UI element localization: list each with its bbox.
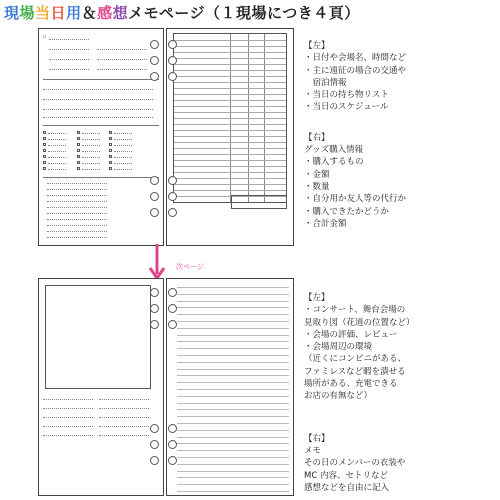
table-row-line bbox=[174, 106, 286, 107]
note-line: ・購入するもの bbox=[304, 157, 364, 168]
check-line bbox=[82, 145, 100, 146]
note-line: ・購入できたかどうか bbox=[304, 206, 390, 217]
form-line bbox=[43, 109, 153, 110]
review-line bbox=[99, 408, 149, 409]
note-line: ・金額 bbox=[304, 169, 330, 180]
check-line bbox=[82, 157, 100, 158]
note-line: ファミレスなど暇を潰せる bbox=[304, 366, 406, 377]
note-line: 【右】 bbox=[304, 433, 330, 444]
memo-line bbox=[177, 443, 289, 444]
check-line bbox=[114, 163, 132, 164]
check-line bbox=[48, 139, 66, 140]
note-line: ・コンサート、舞台会場の bbox=[304, 305, 406, 316]
memo-line bbox=[177, 471, 289, 472]
memo-line bbox=[177, 362, 289, 363]
note-line: ・合計金額 bbox=[304, 218, 347, 229]
memo-line bbox=[177, 355, 289, 356]
binder-hole bbox=[168, 72, 177, 81]
memo-line bbox=[177, 301, 289, 302]
binder-hole bbox=[150, 192, 159, 201]
binder-hole bbox=[150, 208, 159, 217]
check-box bbox=[77, 155, 80, 158]
form-line bbox=[49, 69, 89, 70]
binder-hole bbox=[168, 176, 177, 185]
binder-hole bbox=[168, 288, 177, 297]
note-line: ・会場周辺の環境 bbox=[304, 342, 373, 353]
table-row-line bbox=[174, 190, 286, 191]
memo-line bbox=[177, 464, 289, 465]
note-line: その日のメンバーの衣装や bbox=[304, 458, 406, 469]
binder-hole bbox=[168, 304, 177, 313]
check-box bbox=[77, 131, 80, 134]
memo-line bbox=[177, 491, 289, 492]
memo-line bbox=[177, 307, 289, 308]
binder-hole bbox=[150, 176, 159, 185]
table-row-line bbox=[174, 88, 286, 89]
memo-line bbox=[177, 437, 289, 438]
note-line: ・当日の持ち物リスト bbox=[304, 90, 389, 101]
check-box bbox=[43, 137, 46, 140]
check-line bbox=[82, 169, 100, 170]
binder-hole bbox=[168, 456, 177, 465]
memo-line bbox=[177, 423, 289, 424]
table-row-line bbox=[174, 154, 286, 155]
table-row-line bbox=[174, 52, 286, 53]
table-row-line bbox=[174, 130, 286, 131]
binder-hole bbox=[150, 440, 159, 449]
form-line bbox=[43, 99, 153, 100]
check-line bbox=[48, 169, 66, 170]
table-row-line bbox=[174, 112, 286, 113]
check-line bbox=[82, 163, 100, 164]
check-box bbox=[109, 161, 112, 164]
review-line bbox=[99, 435, 149, 436]
bottom-notes bbox=[304, 292, 415, 494]
review-line bbox=[99, 426, 149, 427]
binder-hole bbox=[168, 192, 177, 201]
memo-line bbox=[177, 416, 289, 417]
check-line bbox=[114, 169, 132, 170]
schedule-line bbox=[47, 237, 107, 238]
schedule-line bbox=[47, 195, 107, 196]
form-divider bbox=[43, 125, 159, 126]
memo-line bbox=[177, 314, 289, 315]
memo-line bbox=[177, 321, 289, 322]
note-line: ・数量 bbox=[304, 181, 330, 192]
table-row-line bbox=[174, 136, 286, 137]
note-line: （近くにコンビニがある、 bbox=[304, 354, 407, 365]
bottom-right-page bbox=[166, 278, 294, 496]
note-line: お店の有無など） bbox=[304, 391, 373, 402]
check-line bbox=[82, 139, 100, 140]
memo-line bbox=[177, 375, 289, 376]
review-line bbox=[99, 399, 149, 400]
table-row-line bbox=[174, 58, 286, 59]
binder-hole bbox=[168, 320, 177, 329]
binder-hole bbox=[150, 456, 159, 465]
check-box bbox=[109, 131, 112, 134]
binder-hole bbox=[150, 288, 159, 297]
check-box bbox=[43, 131, 46, 134]
table-row-line bbox=[174, 142, 286, 143]
memo-line bbox=[177, 430, 289, 431]
bottom-left-page bbox=[38, 278, 164, 496]
form-line bbox=[49, 49, 89, 50]
memo-line bbox=[177, 409, 289, 410]
check-line bbox=[82, 151, 100, 152]
check-box bbox=[77, 143, 80, 146]
table-row-line bbox=[174, 94, 286, 95]
review-line bbox=[43, 399, 93, 400]
binder-hole bbox=[150, 424, 159, 433]
memo-line bbox=[177, 294, 289, 295]
schedule-line bbox=[47, 189, 107, 190]
goods-total-box bbox=[231, 195, 287, 209]
form-line bbox=[97, 69, 147, 70]
venue-map-box bbox=[45, 285, 151, 389]
binder-hole bbox=[168, 56, 177, 65]
check-line bbox=[48, 133, 66, 134]
note-line: ・日付や会場名、時間など bbox=[304, 53, 407, 64]
note-line: グッズ購入情報 bbox=[304, 145, 364, 156]
memo-line bbox=[177, 396, 289, 397]
table-row-line bbox=[174, 124, 286, 125]
review-line bbox=[43, 408, 93, 409]
table-row-line bbox=[174, 82, 286, 83]
form-divider bbox=[43, 177, 159, 178]
schedule-line bbox=[47, 219, 107, 220]
schedule-line bbox=[47, 213, 107, 214]
table-row-line bbox=[174, 40, 286, 41]
note-line: 【左】 bbox=[304, 41, 330, 51]
binder-hole bbox=[168, 440, 177, 449]
top-notes bbox=[304, 40, 406, 230]
table-row-line bbox=[174, 172, 286, 173]
form-line bbox=[49, 39, 89, 40]
memo-line bbox=[177, 457, 289, 458]
check-line bbox=[82, 133, 100, 134]
check-box bbox=[109, 149, 112, 152]
table-row-line bbox=[174, 76, 286, 77]
note-line: 見取り図（花道の位置など） bbox=[304, 317, 415, 328]
memo-line bbox=[177, 450, 289, 451]
schedule-line bbox=[47, 207, 107, 208]
title-segment: メモページ（１現場につき４頁） bbox=[128, 4, 360, 22]
page-title bbox=[4, 2, 496, 24]
binder-hole bbox=[168, 424, 177, 433]
note-line: ・主に遠征の場合の交通や bbox=[304, 65, 407, 76]
check-box bbox=[77, 137, 80, 140]
table-row-line bbox=[174, 118, 286, 119]
form-divider bbox=[43, 79, 159, 80]
check-line bbox=[48, 157, 66, 158]
title-segment: 感 bbox=[97, 4, 113, 22]
form-text: 日 bbox=[43, 35, 47, 39]
table-row-line bbox=[174, 148, 286, 149]
check-line bbox=[48, 151, 66, 152]
note-line: 場所がある、充電できる bbox=[304, 379, 398, 390]
binder-hole bbox=[150, 72, 159, 81]
check-line bbox=[48, 163, 66, 164]
check-box bbox=[43, 167, 46, 170]
title-segment: ＆ bbox=[81, 4, 98, 22]
note-line: ・会場の評価、レビュー bbox=[304, 329, 398, 340]
note-line: 【左】 bbox=[304, 293, 330, 303]
table-row-line bbox=[174, 160, 286, 161]
check-box bbox=[77, 149, 80, 152]
binder-hole bbox=[150, 304, 159, 313]
check-line bbox=[114, 145, 132, 146]
memo-line bbox=[177, 382, 289, 383]
review-line bbox=[99, 417, 149, 418]
form-line bbox=[97, 59, 147, 60]
check-box bbox=[109, 155, 112, 158]
title-segment: 日 bbox=[50, 4, 67, 22]
memo-line bbox=[177, 484, 289, 485]
note-line: 感想などを自由に記入 bbox=[304, 482, 390, 493]
memo-line bbox=[177, 477, 289, 478]
check-box bbox=[109, 143, 112, 146]
note-line: 【右】 bbox=[304, 132, 330, 143]
title-segment: 場 bbox=[19, 4, 36, 22]
binder-hole bbox=[168, 40, 177, 49]
schedule-line bbox=[47, 201, 107, 202]
binder-hole bbox=[150, 56, 159, 65]
check-box bbox=[109, 137, 112, 140]
next-page-label: 次ページ bbox=[176, 263, 204, 271]
schedule-line bbox=[47, 231, 107, 232]
review-line bbox=[43, 435, 93, 436]
schedule-line bbox=[47, 183, 107, 184]
table-row-line bbox=[174, 178, 286, 179]
check-line bbox=[114, 133, 132, 134]
check-box bbox=[43, 155, 46, 158]
binder-hole bbox=[150, 40, 159, 49]
table-row-line bbox=[174, 46, 286, 47]
table-row-line bbox=[174, 64, 286, 65]
memo-line bbox=[177, 341, 289, 342]
title-segment: 当 bbox=[35, 4, 51, 22]
note-line: MC 内容、セトリなど bbox=[304, 470, 388, 481]
top-right-page bbox=[166, 28, 294, 246]
form-line bbox=[43, 89, 153, 90]
schedule-line bbox=[47, 225, 107, 226]
binder-hole bbox=[168, 208, 177, 217]
note-line: ・当日のスケジュール bbox=[304, 102, 389, 113]
form-line bbox=[49, 59, 89, 60]
goods-table bbox=[173, 33, 287, 203]
memo-line bbox=[177, 389, 289, 390]
title-segment: 用 bbox=[66, 4, 82, 22]
memo-line bbox=[177, 348, 289, 349]
table-row-line bbox=[174, 100, 286, 101]
check-box bbox=[43, 149, 46, 152]
memo-line bbox=[177, 369, 289, 370]
check-box bbox=[43, 161, 46, 164]
memo-line bbox=[177, 403, 289, 404]
title-segment: 現 bbox=[4, 4, 20, 22]
title-segment: 想 bbox=[112, 4, 129, 22]
check-box bbox=[77, 167, 80, 170]
memo-line bbox=[177, 335, 289, 336]
check-line bbox=[114, 139, 132, 140]
form-line bbox=[97, 49, 147, 50]
check-line bbox=[114, 157, 132, 158]
form-line bbox=[43, 117, 153, 118]
memo-line bbox=[177, 287, 289, 288]
memo-line bbox=[177, 328, 289, 329]
check-box bbox=[77, 161, 80, 164]
review-line bbox=[43, 417, 93, 418]
check-box bbox=[109, 167, 112, 170]
binder-hole bbox=[150, 320, 159, 329]
table-row-line bbox=[174, 70, 286, 71]
note-line: 宿泊情報 bbox=[304, 77, 347, 88]
table-row-line bbox=[174, 184, 286, 185]
check-line bbox=[48, 145, 66, 146]
table-row-line bbox=[174, 166, 286, 167]
note-line: メモ bbox=[304, 445, 322, 456]
top-left-page bbox=[38, 28, 164, 246]
review-line bbox=[43, 426, 93, 427]
note-line: ・自分用か友人等の代行か bbox=[304, 194, 407, 205]
check-line bbox=[114, 151, 132, 152]
check-box bbox=[43, 143, 46, 146]
